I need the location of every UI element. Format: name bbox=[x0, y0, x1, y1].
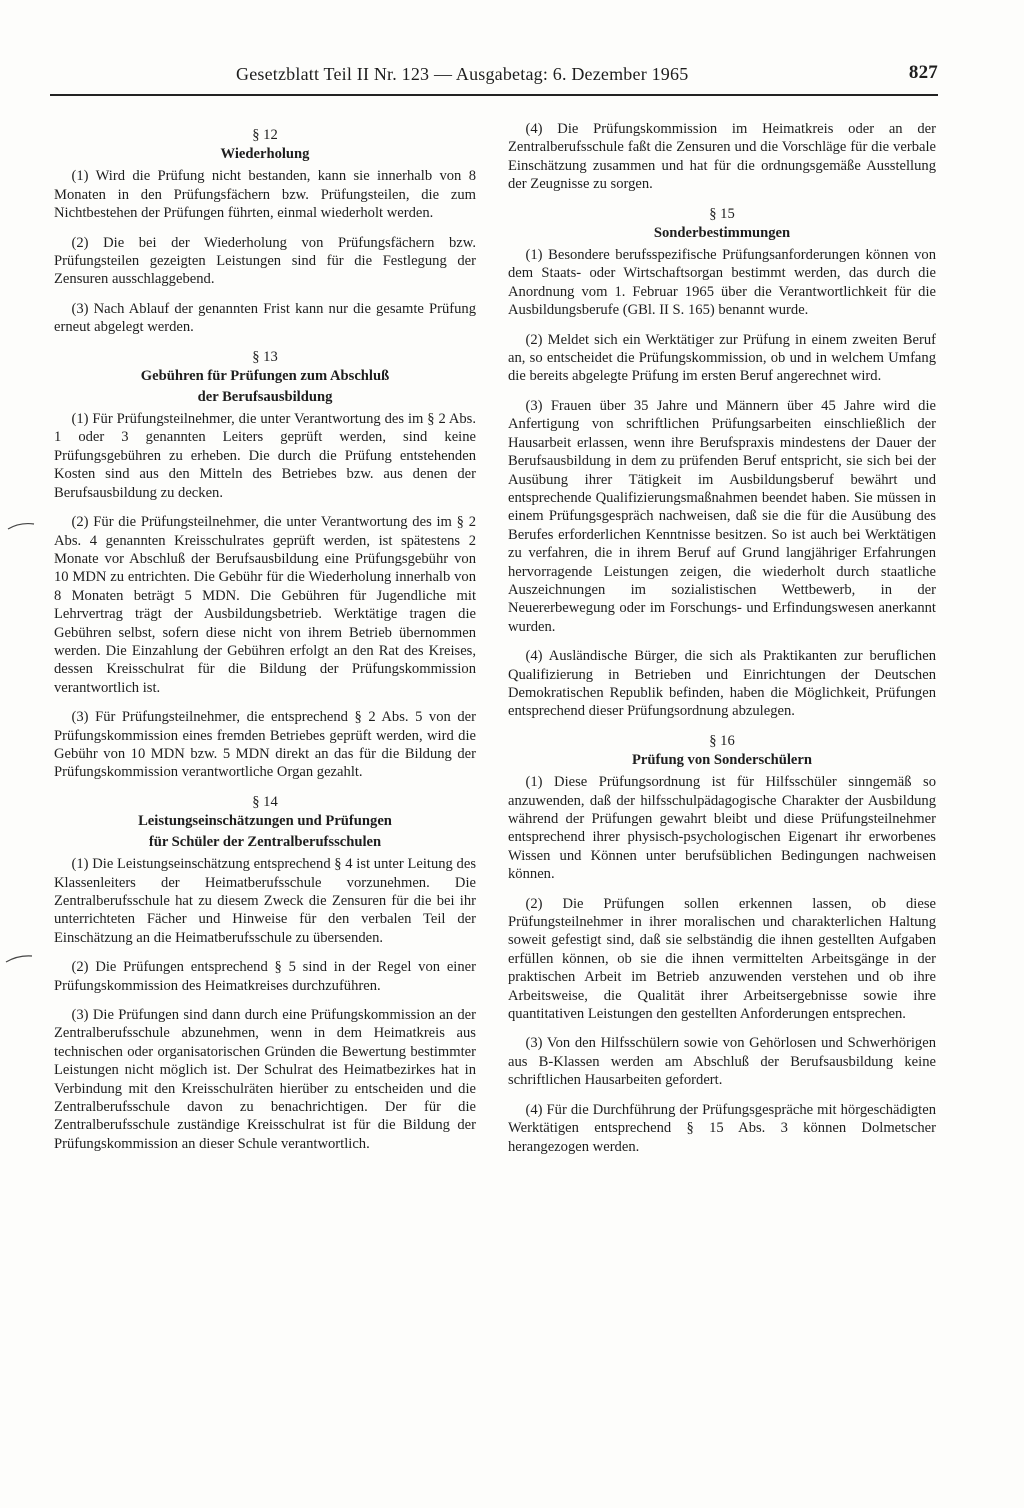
section-14-para-2: (2) Die Prüfungen entsprechend § 5 sind in der Regel von einer Prüfungskommission des Heimatkreises durchzuführen. bbox=[54, 959, 476, 994]
section-14-para-4: (4) Die Prüfungskommission im Heimatkreis oder an der Zentralberufsschule faßt die Zensuren und die Vorschläge für die verbale Einschätzung zusammen und hat für die ordnungsgemäße Ausstellung der Zeugnisse zu sorgen. bbox=[508, 121, 936, 193]
header-title: Gesetzblatt Teil II Nr. 123 — Ausgabetag: 6. Dezember 1965 bbox=[236, 64, 689, 84]
section-16-para-2: (2) Die Prüfungen sollen erkennen lassen, ob diese Prüfungsteilnehmer in ihrer moralischen und charakterlichen Haltung soweit gefestigt sind, daß sie selbständig die ihnen gestellten Aufgaben erfüllen können, ob sie die ihnen vermittelten Arbeitsgänge in der praktischen Arbeit im Betrieb anzuwenden verstehen und ob ihre Arbeitsweise, die Qualität ihrer Arbeitsergebnisse sowie ihre quantitativen Leistungen den gestellten Anforderungen entsprechen. bbox=[508, 895, 936, 1023]
section-16-para-4: (4) Für die Durchführung der Prüfungsgespräche mit hörgeschädigten Werktätigen entsprechend § 15 Abs. 3 können Dolmetscher herangezogen werden. bbox=[508, 1101, 936, 1155]
section-14-number: § 14 bbox=[252, 793, 278, 810]
section-16-number: § 16 bbox=[709, 732, 735, 749]
section-14-para-3: (3) Die Prüfungen sind dann durch eine Prüfungskommission an der Zentralberufsschule abzunehmen, wenn in dem Heimatkreis aus technischen oder organisatorischen Gründen die Bewertung bestimmter Leistungen nicht möglich ist. Der Schulrat des Heimatbezirkes hat in Verbindung mit den Kreisschulräten hierüber zu entscheiden und die Zentralberufsschule davon zu benachrichtigen. Der für die Zentralberufsschule zuständige Kreisschulrat ist für die Bildung der Prüfungskommission an dieser Schule verantwortlich. bbox=[54, 1007, 476, 1152]
margin-mark-1 bbox=[6, 520, 36, 530]
section-12-para-2: (2) Die bei der Wiederholung von Prüfungsfächern bzw. Prüfungsteilen gezeigten Leistungen sind für die Festlegung der Zensuren ausschlaggebend. bbox=[54, 234, 476, 288]
section-12-heading: Wiederholung bbox=[220, 146, 310, 163]
margin-mark-2 bbox=[4, 952, 34, 962]
left-column bbox=[54, 120, 476, 1164]
section-16-para-3: (3) Von den Hilfsschülern sowie von Gehörlosen und Schwerhörigen aus B-Klassen werden am Abschluß der Berufsausbildung keine schriftlichen Hausarbeiten gefordert. bbox=[508, 1035, 936, 1089]
section-12-para-1: (1) Wird die Prüfung nicht bestanden, kann sie innerhalb von 8 Monaten in den Prüfungsfächern bzw. Prüfungsteilen, die zum Nichtbestehen der Prüfungen führten, einmal wiederholt werden. bbox=[54, 168, 476, 222]
section-15-para-2: (2) Meldet sich ein Werktätiger zur Prüfung in einem zweiten Beruf an, so entscheidet die Prüfungskommission, ob und in welchem Umfang die bereits abgelegte Prüfung im ersten Beruf angerechnet wird. bbox=[508, 331, 936, 385]
section-13-heading-line-1: Gebühren für Prüfungen zum Abschluß bbox=[140, 368, 390, 385]
section-13-number: § 13 bbox=[252, 348, 278, 365]
section-15-para-3: (3) Frauen über 35 Jahre und Männern über 45 Jahre wird die Anfertigung von schriftlichen Prüfungsarbeiten einschließlich der Hausarbeit erlassen, wenn ihre Berufspraxis mindestens der Dauer der Berufsausbildung in dem zu prüfenden Beruf entspricht, sie sich bei der Ausübung ihrer Tätigkeit im Ausbildungsberuf bewährt und entsprechende Qualifizierungsmaßnahmen beendet haben. Sie müssen in einem Prüfungsgespräch nachweisen, daß sie die für die Ausübung des Berufes erforderlichen Kenntnisse besitzen. So ist auch bei Werktätigen zu verfahren, die in ihrem Beruf auf Grund langjähriger Erfahrungen hervorragende Leistungen zeigen, die wiederholt durch staatliche Auszeichnungen im sozialistischen Wettbewerb, in der Neuererbewegung oder im Forschungs- und Erfindungswesen anerkannt wurden. bbox=[508, 397, 936, 635]
header-rule bbox=[50, 94, 938, 96]
section-13-para-1: (1) Für Prüfungsteilnehmer, die unter Verantwortung des im § 2 Abs. 1 oder 3 genannten Leiters geprüft werden, sind keine Prüfungsgebühren zu erheben. Die durch die Prüfung entstehenden Kosten sind aus den Mitteln des Betriebes bzw. aus denen der Berufsausbildung zu decken. bbox=[54, 411, 476, 501]
section-14-para-1: (1) Die Leistungseinschätzung entsprechend § 4 ist unter Leitung des Klassenleiters der Heimatberufsschule vorzunehmen. Die Zentralberufsschule hat zu diesem Zweck die Zensuren für die bei ihr unterrichteten Fächer und Hinweise für den verbalen Teil der Einschätzung an die Heimatberufsschule zu übersenden. bbox=[54, 856, 476, 946]
section-13-para-3: (3) Für Prüfungsteilnehmer, die entsprechend § 2 Abs. 5 von der Prüfungskommission eines fremden Betriebes geprüft werden, wird die Gebühr von 10 MDN bzw. 5 MDN direkt an das für die Bildung der Prüfungskommission verantwortliche Organ gezahlt. bbox=[54, 709, 476, 781]
section-14-heading-line-2: für Schüler der Zentralberufsschulen bbox=[148, 834, 382, 851]
section-15-para-4: (4) Ausländische Bürger, die sich als Praktikanten zur beruflichen Qualifizierung in Betrieben und Einrichtungen der Deutschen Demokratischen Republik befinden, haben die Möglichkeit, Prüfungen entsprechend dieser Prüfungsordnung abzulegen. bbox=[508, 648, 936, 720]
right-column bbox=[508, 120, 936, 1167]
section-15-number: § 15 bbox=[709, 205, 735, 222]
section-13-para-2: (2) Für die Prüfungsteilnehmer, die unter Verantwortung des im § 2 Abs. 4 genannten Kreisschulrates geprüft werden, ist spätestens 2 Monate vor Abschluß der Berufsausbildung eine Prüfungsgebühr von 10 MDN zu entrichten. Die Gebühr für die Wiederholung innerhalb von 8 Monaten beträgt 5 MDN. Die Gebühren für Jugendliche mit Lehrvertrag trägt der Ausbildungsbetrieb. Werktätige tragen die Gebühren selbst, sofern diese nicht von ihrem Betrieb übernommen werden. Die Einzahlung der Gebühren erfolgt an den Rat des Kreises, dessen Kreisschulrat für die Bildung der Prüfungskommission verantwortlich ist. bbox=[54, 514, 476, 696]
section-13-heading-line-2: der Berufsausbildung bbox=[197, 389, 333, 406]
section-14-heading-line-1: Leistungseinschätzungen und Prüfungen bbox=[138, 813, 392, 830]
section-12-number: § 12 bbox=[252, 127, 278, 143]
page-header bbox=[50, 60, 938, 88]
section-15-para-1: (1) Besondere berufsspezifische Prüfungsanforderungen können von dem Staats- oder Wirtschaftsorgan bestimmt werden, das durch die Anordnung vom 1. Februar 1965 über die Verantwortlichkeit für die Ausbildungsberufe (GBl. II S. 165) benannt wurde. bbox=[508, 247, 936, 319]
page-number: 827 bbox=[908, 62, 938, 83]
section-15-heading: Sonderbestimmungen bbox=[653, 225, 791, 242]
section-12-para-3: (3) Nach Ablauf der genannten Frist kann nur die gesamte Prüfung erneut abgelegt werden. bbox=[54, 300, 476, 336]
section-16-heading: Prüfung von Sonderschülern bbox=[631, 752, 813, 769]
section-16-para-1: (1) Diese Prüfungsordnung ist für Hilfsschüler sinngemäß so anzuwenden, daß der hilfsschulpädagogische Charakter der Ausbildung während der Prüfungen gewahrt bleibt und diese Prüfungsteilnehmer entsprechend ihrer physisch-psychologischen Eigenart ihr erworbenes Wissen und Können unter berufsüblichen Bedingungen nachweisen können. bbox=[508, 774, 936, 883]
